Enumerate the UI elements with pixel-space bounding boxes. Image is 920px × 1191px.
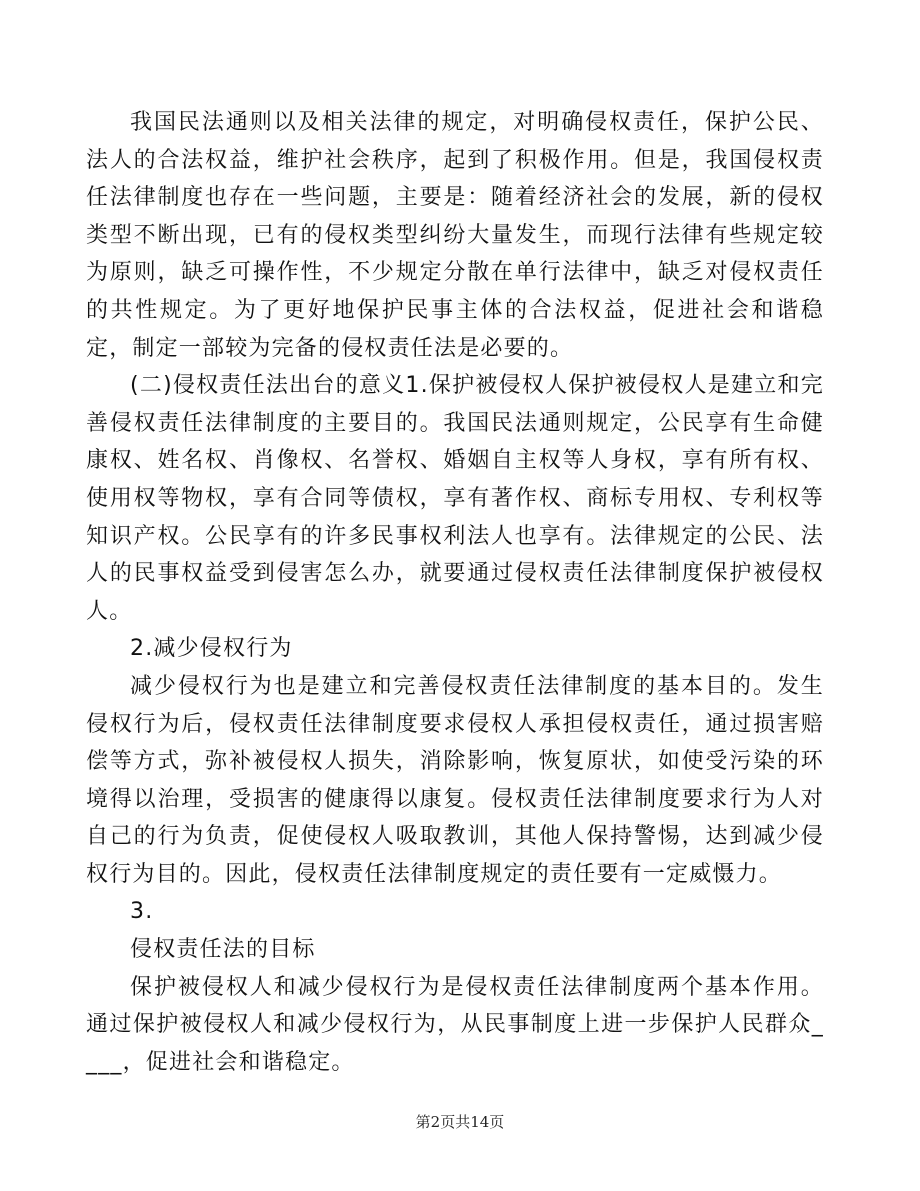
document-body xyxy=(86,104,824,1081)
heading-number-3: 3. xyxy=(130,899,154,925)
paragraph-legal-background: 我国民法通则以及相关法律的规定，对明确侵权责任，保护公民、法人的合法权益，维护社会秩序，起到了积极作用。但是，我国侵权责任法律制度也存在一些问题，主要是：随着经济社会的发展，新的侵权类型不断出现，已有的侵权类型纠纷大量发生，而现行法律有些规定较为原则，缺乏可操作性，不少规定分散在单行法律中，缺乏对侵权责任的共性规定。为了更好地保护民事主体的合法权益，促进社会和谐稳定，制定一部较为完备的侵权责任法是必要的。 xyxy=(86,110,824,361)
paragraph-significance: (二)侵权责任法出台的意义1.保护被侵权人保护被侵权人是建立和完善侵权责任法律制度的主要目的。我国民法通则规定，公民享有生命健康权、姓名权、肖像权、名誉权、婚姻自主权等人身权，享有所有权、使用权等物权，享有合同等债权，享有著作权、商标专用权、专利权等知识产权。公民享有的许多民事权利法人也享有。法律规定的公民、法人的民事权益受到侵害怎么办，就要通过侵权责任法律制度保护被侵权人。 xyxy=(86,373,824,624)
heading-reduce-torts: 2.减少侵权行为 xyxy=(130,636,293,662)
page-number-footer: 第2页共14页 xyxy=(415,1113,505,1131)
heading-tort-law-goal: 侵权责任法的目标 xyxy=(130,937,316,963)
paragraph-reduce-torts: 减少侵权行为也是建立和完善侵权责任法律制度的基本目的。发生侵权行为后，侵权责任法律制度要求侵权人承担侵权责任，通过损害赔偿等方式，弥补被侵权人损失，消除影响，恢复原状，如使受污染的环境得以治理，受损害的健康得以康复。侵权责任法律制度要求行为人对自己的行为负责，促使侵权人吸取教训，其他人保持警惕，达到减少侵权行为目的。因此，侵权责任法律制度规定的责任要有一定威慑力。 xyxy=(86,673,824,887)
paragraph-tort-law-goal: 保护被侵权人和减少侵权行为是侵权责任法律制度两个基本作用。通过保护被侵权人和减少侵权行为，从民事制度上进一步保护人民群众____，促进社会和谐稳定。 xyxy=(86,974,824,1075)
